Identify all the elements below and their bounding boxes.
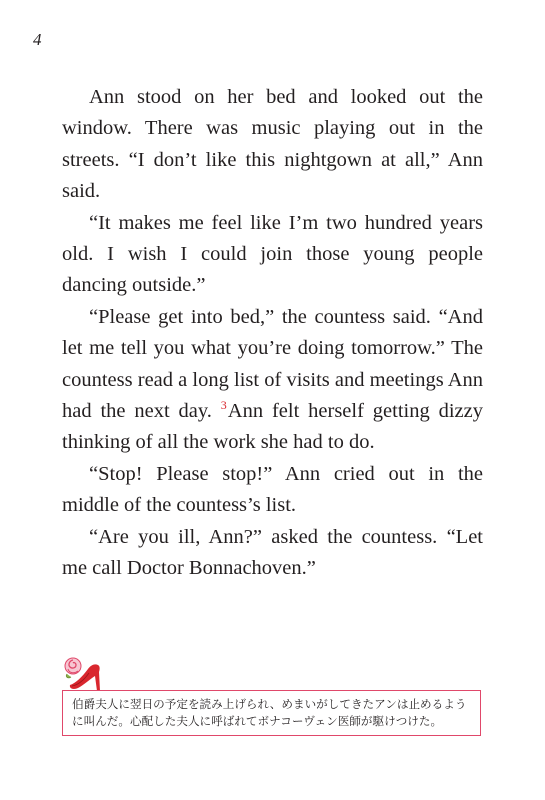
paragraph-3-part-1: “Please get into bed,” the countess said. “And let me tell you what you’re doing tomorrow.” The countess read a long list of visits and meetings Ann had the next day.	[62, 305, 483, 423]
paragraph-4: “Stop! Please stop!” Ann cried out in the middle of the countess’s list.	[62, 462, 483, 517]
paragraph-5: “Are you ill, Ann?” asked the countess. “Let me call Doctor Bonnachoven.”	[62, 525, 483, 580]
paragraph-3	[62, 302, 483, 459]
story-text	[62, 82, 483, 585]
japanese-summary-box: 伯爵夫人に翌日の予定を読み上げられ、めまいがしてきたアンは止めるように叫んだ。心配した夫人に呼ばれてボナコーヴェン医師が駆けつけた。	[62, 690, 481, 736]
footnote-marker: 3	[220, 398, 227, 413]
rose-icon	[65, 658, 81, 678]
paragraph-2: “It makes me feel like I’m two hundred years old. I wish I could join those young people dancing outside.”	[62, 211, 483, 297]
paragraph-1: Ann stood on her bed and looked out the window. There was music playing out in the streets. “I don’t like this nightgown at all,” Ann said.	[62, 86, 483, 203]
paragraph-3-part-2: Ann felt herself getting dizzy thinking of all the work she had to do.	[62, 400, 483, 454]
page-number: 4	[33, 30, 42, 49]
rose-and-high-heel-icon	[60, 655, 110, 695]
